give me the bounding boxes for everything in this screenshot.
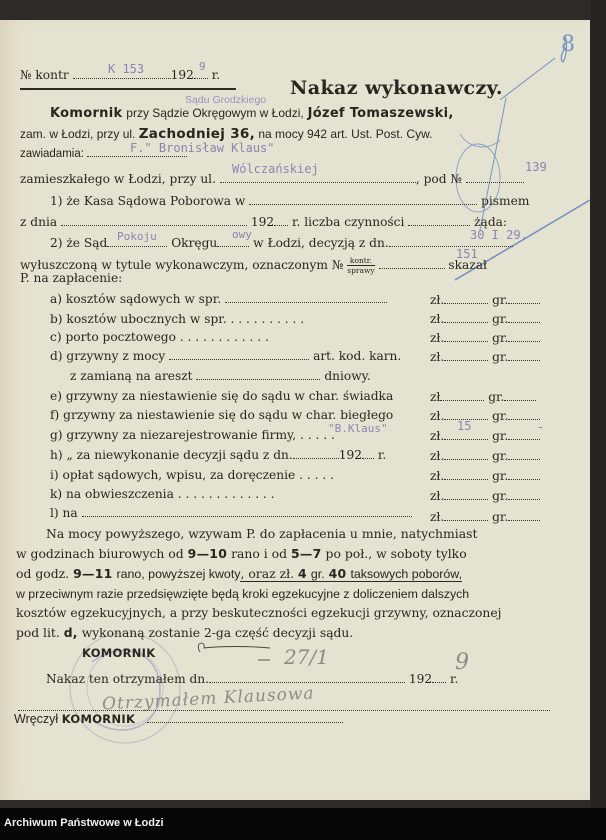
margin-page-number: 8 [561,32,575,57]
closing-line-5: kosztów egzekucyjnych, a przy beskuteczności egzekucji grzywny, oznaczonej [16,606,502,620]
closing-text: pod lit. [16,626,60,640]
zl-gr-l [430,510,540,524]
afternoon-hours: 5—7 [291,546,322,561]
received-r: r. [450,672,459,686]
year-digit-typed: 9 [199,60,206,73]
item-g-gr-value: - [537,420,545,434]
year-suffix: r. [211,68,221,82]
received-date-handwritten: 27/1 [284,645,329,669]
year-prefix: 192 [170,68,194,82]
dotted-divider [18,710,550,711]
received-year-handwritten: 9 [455,650,469,675]
z-dnia-label: z dnia [20,215,58,229]
intro-line-1 [50,106,454,121]
item-label: g) grzywny za niezarejestrowanie firmy, [50,428,297,442]
item-label: z zamianą na areszt [70,369,193,383]
kontr-number-typed: K 153 [108,62,145,76]
kontr-sprawy-fraction [347,256,374,275]
header-rule [20,88,236,90]
item-label: l) na [50,506,78,520]
zl-label: zł. [430,489,445,503]
zl-label: zł. [430,469,445,483]
closing-text: , oraz zł. [240,566,295,581]
house-number-typed: 139 [525,160,547,174]
zl-gr-e [430,390,536,404]
debtor-name-typed: F." Bronisław Klaus" [130,141,275,155]
item-suffix: dniowy. [324,369,371,383]
street-typed: Wólczańskiej [232,162,319,176]
received-year: 192 [408,672,433,686]
page-title: Nakaz wykonawczy. [290,77,503,99]
gr-label: gr. [492,331,509,345]
closing-text: gr. [310,567,325,581]
gr-label: gr. [492,429,509,443]
resident-label: zamieszkałego w Łodzi, przy ul. [20,172,216,186]
point-1-line-1 [50,194,529,208]
intro-line-2 [20,127,432,141]
zl-label: zł. [430,510,445,524]
item-label: a) kosztów sądowych w spr. [50,292,222,306]
zl-label: zł. [430,331,445,345]
zl-gr-b [430,312,540,326]
item-g-zl-value: 15 [457,419,472,433]
fee-zl: 4 [298,566,307,581]
item-d [50,349,401,363]
archive-name: Archiwum Państwowe w Łodzi [4,817,164,829]
closing-text: taksowych poborów, [350,567,463,581]
delivered-komornik: KOMORNIK [61,712,136,726]
item-r: r. [377,448,387,462]
frac-top: kontr. [347,256,374,266]
fee-underlined [240,566,462,582]
pismem-label: pismem [481,194,530,208]
received-line [46,672,458,686]
zl-label: zł. [430,350,445,364]
zl-label: zł. [430,293,445,307]
item-l [50,506,412,520]
decision-date-typed: 30 I 29. [470,228,528,242]
liczba-label: r. liczba czynności [292,215,405,229]
closing-text: od godz. [16,566,70,581]
zada-label: żąda: [474,215,508,229]
address-label: zam. w Łodzi, przy ul. [20,127,136,141]
letter-d: d, [63,626,78,640]
case-number-typed: 151 [456,247,478,261]
decision-label: w Łodzi, decyzją z dn. [253,236,389,250]
firm-name-typed: "B.Klaus" [328,422,388,435]
title-label: wyłuszczoną w tytule wykonawczym, oznaczonym № [20,258,344,272]
gr-label: gr. [492,293,509,307]
morning-hours: 9—10 [187,546,228,561]
item-label: d) grzywny z mocy [50,349,166,363]
zl-gr-k [430,489,540,503]
gr-label: gr. [492,449,509,463]
item-e: e) grzywny za niestawienie się do sądu w char. świadka [50,389,394,403]
zl-label: zł [430,390,441,404]
item-h [50,448,386,462]
closing-text: rano i od [231,546,288,561]
zl-gr-f [430,409,540,423]
item-i: i) opłat sądowych, wpisu, za doręczenie . . . . . [50,468,334,482]
fee-gr: 40 [328,566,347,581]
payment-heading: P. na zapłacenie: [20,271,123,285]
district-typed: owy [232,228,252,241]
point-1-text: 1) że Kasa Sądowa Poborowa w [50,194,246,208]
closing-line-1: Na mocy powyższego, wzywam P. do zapłacenia u mnie, natychmiast [46,526,478,541]
gr-label: gr. [492,510,509,524]
year-label: 192 [250,215,275,229]
gr-label: gr. [492,312,509,326]
number-label: , pod № [415,172,462,186]
bailiff-name: Józef Tomaszewski, [307,106,454,121]
item-suffix: art. kod. karn. [313,349,402,363]
gr-label: gr. [492,409,509,423]
item-g: g) grzywny za niezarejestrowanie firmy, . . . . . [50,428,335,442]
zl-gr-g [430,429,540,443]
bailiff-street: Zachodniej 36, [138,126,256,142]
closing-line-3 [16,567,462,581]
closing-line-6 [16,626,353,640]
closing-text: rano, powyższej kwoty [116,567,241,581]
delivered-label: Wręczył [14,712,59,726]
komornik-signature-label: KOMORNIK [82,646,156,660]
delivered-line [14,712,343,726]
item-label: h) „ za niewykonanie decyzji sądu z dn. [50,448,293,462]
item-b: b) kosztów ubocznych w spr. . . . . . . . . . . [50,312,305,326]
zl-label: zł. [430,429,445,443]
archive-footer [0,808,606,840]
notify-label: zawiadamia: [20,148,84,160]
kontr-label: № kontr [20,68,69,82]
item-f: f) grzywny za niestawienie się do sądu w char. biegłego [50,408,394,422]
legal-basis: na mocy 942 art. Ust. Post. Cyw. [258,127,433,141]
item-d-arrest [70,369,371,383]
closing-line-4: w przeciwnym razie przedsięwzięte będą kroki egzekucyjne z doliczeniem dalszych [16,587,470,601]
gr-label: gr. [492,350,509,364]
zl-label: zł. [430,312,445,326]
zl-label: zł. [430,409,445,423]
komornik-label: Komornik [50,106,123,121]
court-type-typed: Pokoju [117,230,157,243]
closing-text: w godzinach biurowych od [16,546,184,561]
item-year: 192 [338,448,363,462]
handwritten-signature: Otrzymałem Klausowa [101,683,316,715]
point-1-line-2 [20,215,507,229]
gr-label: gr. [492,489,509,503]
zl-label: zł. [430,449,445,463]
frac-bottom: sprawy [347,266,375,275]
closing-text: po poł., w soboty tylko [325,546,467,561]
intro-text: przy Sądzie Okręgowym w Łodzi, [126,106,304,120]
gr-label: gr. [492,469,509,483]
zl-gr-c [430,331,540,345]
gr-label: gr. [488,390,505,404]
zl-gr-i [430,469,540,483]
item-a [50,292,387,306]
closing-line-2 [16,547,467,561]
skazal-label: skazał [448,258,487,272]
item-k: k) na obwieszczenia . . . . . . . . . . . . . [50,487,275,501]
zl-gr-h [430,449,540,463]
point-2-text: 2) że Sąd [50,236,108,250]
item-c: c) porto pocztowego . . . . . . . . . . . . [50,330,269,344]
zl-gr-a [430,293,540,307]
saturday-hours: 9—11 [73,566,113,581]
closing-text: wykonaną zostanie 2-ga część decyzji sądu. [81,626,354,640]
zl-gr-d [430,350,540,364]
received-label: Nakaz ten otrzymałem dn. [46,672,210,686]
court-stamp: Sądu Grodzkiego [185,94,267,106]
okregu-label: Okręgu [171,236,218,250]
